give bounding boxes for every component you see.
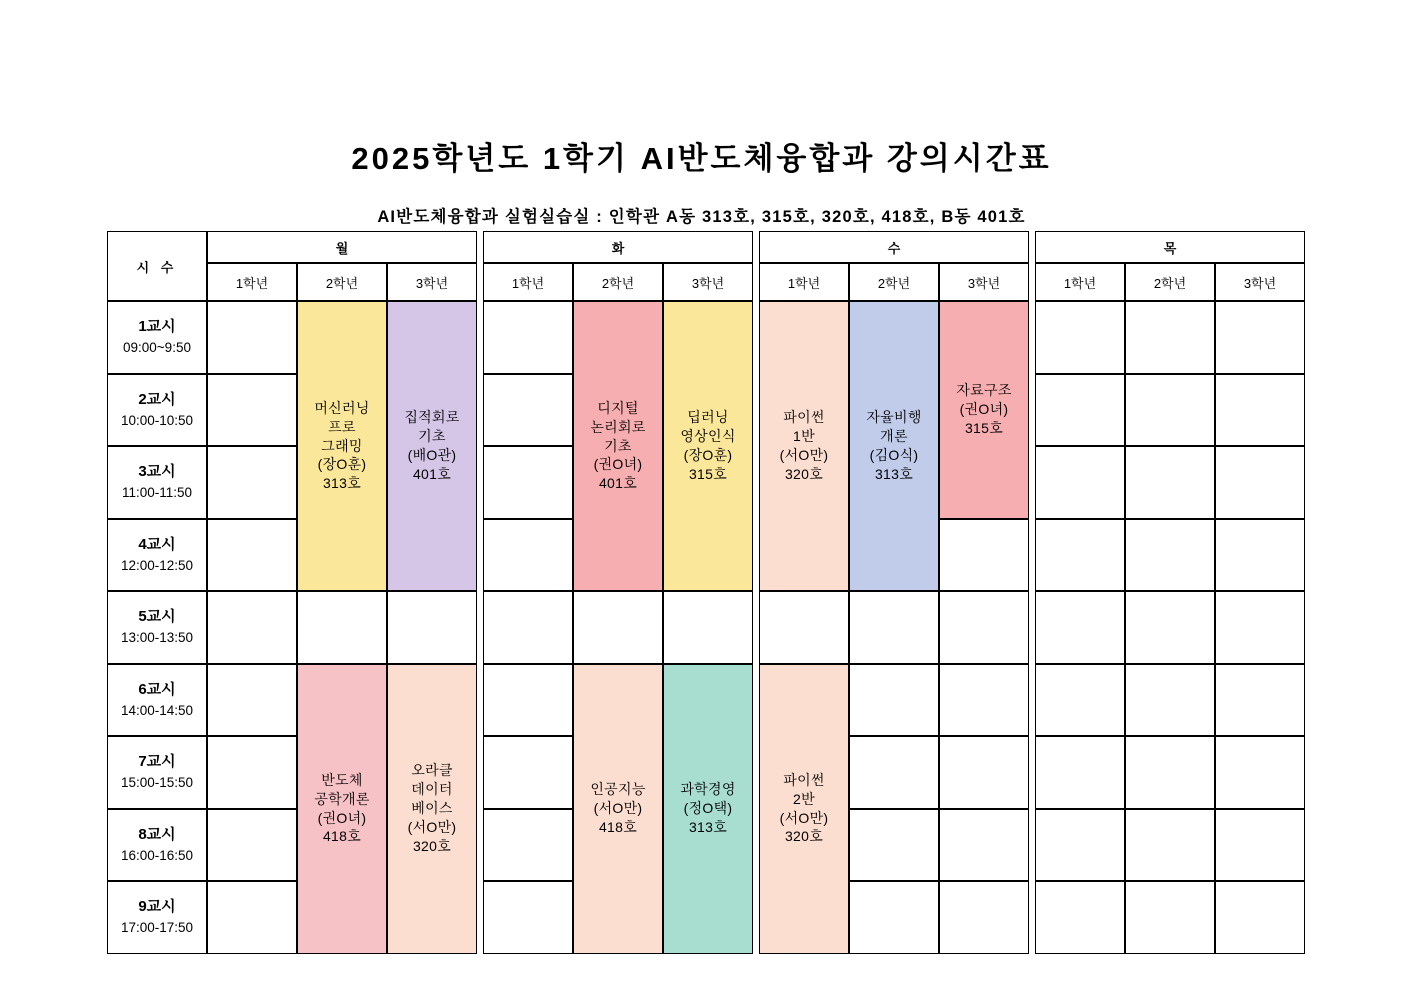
cell-thu-3-p2 bbox=[1215, 374, 1305, 447]
cell-tue-1-p1 bbox=[483, 301, 573, 374]
cell-wed-2-p9 bbox=[849, 881, 939, 954]
cell-wed-2-p5 bbox=[849, 591, 939, 664]
grade-header-thu-1: 1학년 bbox=[1035, 263, 1125, 301]
cell-thu-1-p1 bbox=[1035, 301, 1125, 374]
course-line: 313호 bbox=[322, 475, 362, 492]
course-line: (권O녀) bbox=[593, 456, 643, 473]
period-label-5 bbox=[107, 591, 207, 664]
period-time: 12:00-12:50 bbox=[120, 557, 194, 573]
course-line: (권O녀) bbox=[317, 809, 367, 826]
period-label-6 bbox=[107, 664, 207, 737]
course-line: (서O만) bbox=[407, 818, 457, 835]
header-row-days bbox=[107, 231, 1305, 263]
course-line: 401호 bbox=[598, 475, 638, 492]
cell-wed-3-p6 bbox=[939, 664, 1029, 737]
grade-header-thu-2: 2학년 bbox=[1125, 263, 1215, 301]
cell-tue-1-p3 bbox=[483, 446, 573, 519]
cell-mon-1-p2 bbox=[207, 374, 297, 447]
course-line: 논리회로 bbox=[590, 418, 646, 435]
day-header-wed: 수 bbox=[759, 231, 1029, 263]
cell-thu-3-p7 bbox=[1215, 736, 1305, 809]
period-name: 8교시 bbox=[138, 825, 176, 843]
course-line: 인공지능 bbox=[590, 781, 646, 798]
cell-thu-2-p4 bbox=[1125, 519, 1215, 592]
day-header-tue: 화 bbox=[483, 231, 753, 263]
period-name: 5교시 bbox=[138, 608, 176, 626]
cell-wed-2-p6 bbox=[849, 664, 939, 737]
course-python-class1 bbox=[760, 406, 848, 486]
cell-thu-2-p6 bbox=[1125, 664, 1215, 737]
grade-header-mon-1: 1학년 bbox=[207, 263, 297, 301]
cell-tue-1-p8 bbox=[483, 809, 573, 882]
cell-thu-1-p8 bbox=[1035, 809, 1125, 882]
cell-thu-2-p3 bbox=[1125, 446, 1215, 519]
cell-thu-2-p9 bbox=[1125, 881, 1215, 954]
grade-header-mon-3: 3학년 bbox=[387, 263, 477, 301]
period-time: 10:00-10:50 bbox=[120, 412, 194, 428]
cell-mon-2-am bbox=[297, 301, 387, 591]
cell-tue-3-p5 bbox=[663, 591, 753, 664]
course-line: 개론 bbox=[880, 428, 908, 445]
course-line: (장O훈) bbox=[683, 447, 733, 463]
cell-mon-1-p6 bbox=[207, 664, 297, 737]
course-line: 파이썬 bbox=[783, 409, 825, 426]
course-line: 320호 bbox=[784, 828, 824, 845]
cell-thu-3-p1 bbox=[1215, 301, 1305, 374]
course-line: 데이터 bbox=[411, 781, 453, 798]
cell-mon-1-p8 bbox=[207, 809, 297, 882]
cell-mon-1-p1 bbox=[207, 301, 297, 374]
course-line: 418호 bbox=[322, 828, 362, 845]
course-oracle-database bbox=[388, 759, 476, 857]
cell-wed-3-p8 bbox=[939, 809, 1029, 882]
cell-thu-2-p1 bbox=[1125, 301, 1215, 374]
course-line: 401호 bbox=[412, 465, 452, 482]
grade-header-thu-3: 3학년 bbox=[1215, 263, 1305, 301]
course-line: 기초 bbox=[604, 437, 632, 454]
cell-thu-3-p5 bbox=[1215, 591, 1305, 664]
period-time: 17:00-17:50 bbox=[120, 920, 194, 936]
course-line: 반도체 bbox=[321, 771, 363, 788]
period-time: 14:00-14:50 bbox=[120, 702, 194, 718]
page-title: 2025학년도 1학기 AI반도체융합과 강의시간표 bbox=[351, 141, 1052, 176]
cell-tue-3-am bbox=[663, 301, 753, 591]
table-row bbox=[107, 664, 1305, 737]
course-line: (서O만) bbox=[779, 447, 829, 463]
period-label-3 bbox=[107, 446, 207, 519]
course-line: (서O만) bbox=[593, 800, 643, 817]
header-row-grades bbox=[107, 263, 1305, 301]
cell-thu-2-p5 bbox=[1125, 591, 1215, 664]
course-python-class2 bbox=[760, 769, 848, 849]
cell-thu-2-p7 bbox=[1125, 736, 1215, 809]
course-line: 2반 bbox=[793, 790, 815, 807]
cell-wed-2-p8 bbox=[849, 809, 939, 882]
course-line: 315호 bbox=[964, 420, 1004, 437]
cell-thu-3-p8 bbox=[1215, 809, 1305, 882]
course-integrated-circuit-basics bbox=[388, 406, 476, 486]
course-data-structures bbox=[940, 379, 1028, 440]
cell-thu-1-p2 bbox=[1035, 374, 1125, 447]
cell-mon-1-p3 bbox=[207, 446, 297, 519]
cell-wed-3-p9 bbox=[939, 881, 1029, 954]
grade-header-wed-3: 3학년 bbox=[939, 263, 1029, 301]
course-line: (권O녀) bbox=[959, 401, 1009, 418]
gap-r4b bbox=[753, 519, 759, 592]
course-line: 영상인식 bbox=[680, 428, 736, 445]
course-line: 딥러닝 bbox=[687, 409, 729, 426]
course-line: 기초 bbox=[418, 428, 446, 445]
grade-header-wed-2: 2학년 bbox=[849, 263, 939, 301]
cell-thu-1-p6 bbox=[1035, 664, 1125, 737]
cell-mon-1-p5 bbox=[207, 591, 297, 664]
cell-wed-1-am bbox=[759, 301, 849, 591]
grade-header-mon-2: 2학년 bbox=[297, 263, 387, 301]
cell-mon-1-p9 bbox=[207, 881, 297, 954]
course-autonomous-flight-intro bbox=[850, 406, 938, 486]
course-line: 프로 bbox=[328, 418, 356, 435]
cell-wed-1-p5 bbox=[759, 591, 849, 664]
course-line: 파이썬 bbox=[783, 771, 825, 788]
period-name: 6교시 bbox=[138, 680, 176, 698]
cell-thu-1-p9 bbox=[1035, 881, 1125, 954]
course-line: 그래밍 bbox=[321, 437, 363, 454]
cell-thu-1-p3 bbox=[1035, 446, 1125, 519]
period-name: 4교시 bbox=[138, 535, 176, 553]
gap-r7b bbox=[753, 736, 759, 809]
cell-thu-3-p4 bbox=[1215, 519, 1305, 592]
period-label-1 bbox=[107, 301, 207, 374]
corner-label: 시 수 bbox=[107, 231, 207, 301]
cell-wed-2-am bbox=[849, 301, 939, 591]
course-semiconductor-engineering-intro bbox=[298, 769, 386, 849]
cell-thu-3-p3 bbox=[1215, 446, 1305, 519]
course-artificial-intelligence bbox=[574, 778, 662, 839]
day-header-thu: 목 bbox=[1035, 231, 1305, 263]
period-name: 2교시 bbox=[138, 390, 176, 408]
period-time: 13:00-13:50 bbox=[120, 630, 194, 646]
course-line: 자료구조 bbox=[956, 382, 1012, 399]
course-line: 313호 bbox=[688, 818, 728, 835]
cell-mon-3-am bbox=[387, 301, 477, 591]
course-line: 315호 bbox=[688, 465, 728, 482]
cell-tue-1-p7 bbox=[483, 736, 573, 809]
course-line: (장O훈) bbox=[317, 456, 367, 473]
course-line: 집적회로 bbox=[404, 409, 460, 426]
course-line: 320호 bbox=[784, 465, 824, 482]
cell-thu-2-p8 bbox=[1125, 809, 1215, 882]
course-line: 1반 bbox=[793, 428, 815, 445]
cell-thu-3-p9 bbox=[1215, 881, 1305, 954]
period-time: 16:00-16:50 bbox=[120, 847, 194, 863]
day-header-mon: 월 bbox=[207, 231, 477, 263]
table-row bbox=[107, 301, 1305, 374]
cell-tue-1-p6 bbox=[483, 664, 573, 737]
course-digital-logic-basics bbox=[574, 397, 662, 495]
grade-header-wed-1: 1학년 bbox=[759, 263, 849, 301]
cell-wed-3-p4 bbox=[939, 519, 1029, 592]
course-line: (서O만) bbox=[779, 809, 829, 826]
cell-tue-2-p5 bbox=[573, 591, 663, 664]
cell-tue-2-am bbox=[573, 301, 663, 591]
table-row bbox=[107, 591, 1305, 664]
period-label-2 bbox=[107, 374, 207, 447]
cell-thu-3-p6 bbox=[1215, 664, 1305, 737]
cell-wed-3-p5 bbox=[939, 591, 1029, 664]
cell-mon-2-p5 bbox=[297, 591, 387, 664]
period-label-9 bbox=[107, 881, 207, 954]
course-line: 자율비행 bbox=[866, 409, 922, 426]
gap-r8b bbox=[753, 809, 759, 882]
period-name: 9교시 bbox=[138, 898, 176, 916]
cell-tue-1-p2 bbox=[483, 374, 573, 447]
course-line: 디지털 bbox=[597, 399, 639, 416]
course-line: (배O관) bbox=[407, 447, 457, 463]
cell-wed-2-p7 bbox=[849, 736, 939, 809]
grade-header-tue-1: 1학년 bbox=[483, 263, 573, 301]
course-line: 418호 bbox=[598, 818, 638, 835]
course-line: 313호 bbox=[874, 465, 914, 482]
cell-wed-3-p7 bbox=[939, 736, 1029, 809]
cell-mon-2-pm bbox=[297, 664, 387, 954]
cell-wed-1-pm bbox=[759, 664, 849, 954]
timetable bbox=[107, 231, 1305, 954]
course-line: 오라클 bbox=[411, 762, 453, 779]
period-name: 7교시 bbox=[138, 753, 176, 771]
period-time: 09:00~9:50 bbox=[123, 340, 191, 356]
gap-r3b bbox=[753, 446, 759, 519]
cell-thu-2-p2 bbox=[1125, 374, 1215, 447]
cell-mon-3-p5 bbox=[387, 591, 477, 664]
period-name: 1교시 bbox=[138, 318, 176, 336]
period-label-7 bbox=[107, 736, 207, 809]
course-line: 320호 bbox=[412, 837, 452, 854]
cell-mon-1-p4 bbox=[207, 519, 297, 592]
course-line: 베이스 bbox=[411, 800, 453, 817]
course-line: 공학개론 bbox=[314, 790, 370, 807]
course-machine-learning-programming bbox=[298, 397, 386, 495]
cell-tue-1-p4 bbox=[483, 519, 573, 592]
cell-tue-1-p9 bbox=[483, 881, 573, 954]
grade-header-tue-2: 2학년 bbox=[573, 263, 663, 301]
page-subtitle: AI반도체융합과 실험실습실 : 인학관 A동 313호, 315호, 320호, 418호, B동 401호 bbox=[377, 208, 1026, 226]
course-line: 과학경영 bbox=[680, 781, 736, 798]
grade-header-tue-3: 3학년 bbox=[663, 263, 753, 301]
period-label-8 bbox=[107, 809, 207, 882]
cell-wed-3-am bbox=[939, 301, 1029, 519]
period-name: 3교시 bbox=[138, 463, 176, 481]
course-science-management bbox=[664, 778, 752, 839]
cell-tue-1-p5 bbox=[483, 591, 573, 664]
gap-r2b bbox=[753, 374, 759, 447]
period-label-4 bbox=[107, 519, 207, 592]
gap-r9b bbox=[753, 881, 759, 954]
cell-thu-1-p7 bbox=[1035, 736, 1125, 809]
course-deep-learning-image-recognition bbox=[664, 406, 752, 486]
course-line: (정O택) bbox=[683, 800, 733, 817]
period-time: 11:00-11:50 bbox=[121, 485, 193, 501]
cell-thu-1-p5 bbox=[1035, 591, 1125, 664]
cell-tue-2-pm bbox=[573, 664, 663, 954]
cell-mon-1-p7 bbox=[207, 736, 297, 809]
cell-thu-1-p4 bbox=[1035, 519, 1125, 592]
course-line: (김O식) bbox=[869, 447, 919, 463]
period-time: 15:00-15:50 bbox=[120, 775, 194, 791]
cell-tue-3-pm bbox=[663, 664, 753, 954]
cell-mon-3-pm bbox=[387, 664, 477, 954]
course-line: 머신러닝 bbox=[314, 399, 370, 416]
